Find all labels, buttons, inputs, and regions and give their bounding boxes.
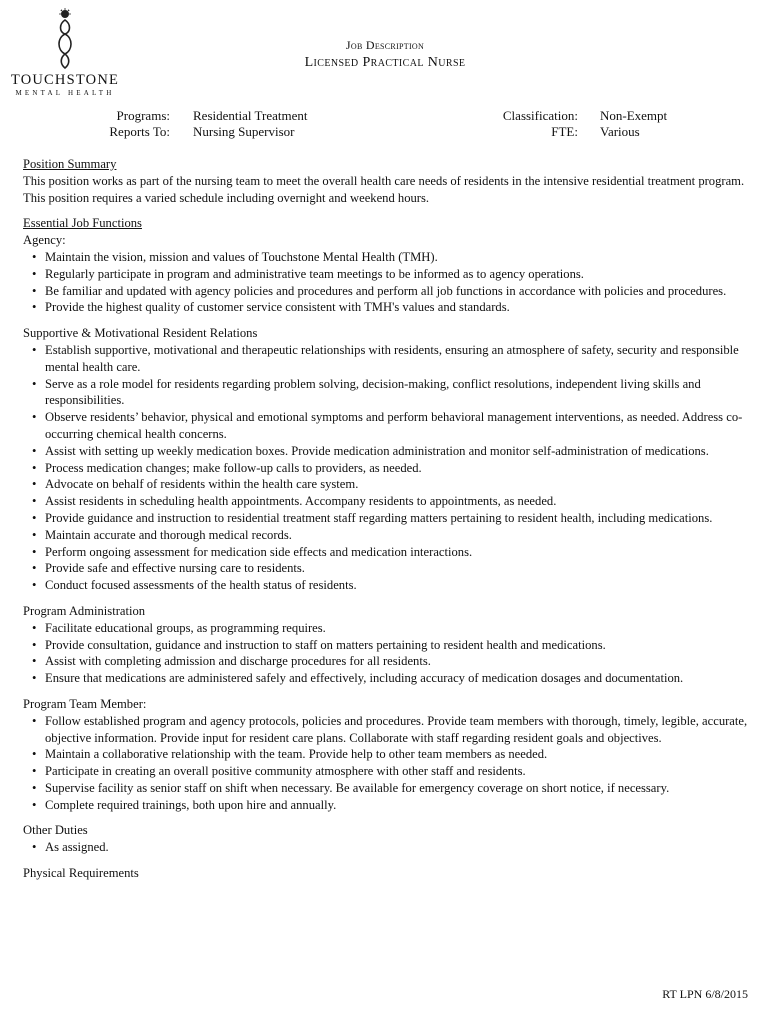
meta-values-left: [193, 108, 307, 140]
document-body: [23, 156, 748, 882]
doc-title: Licensed Practical Nurse: [304, 55, 466, 70]
list-item: • Process medication changes; make follow-up calls to providers, as needed.: [45, 460, 748, 477]
meta-labels-left: [60, 108, 170, 140]
list-item: • Assist with setting up weekly medication boxes. Provide medication administration and monitor self-administration of medications.: [45, 443, 748, 460]
list-item: • Maintain accurate and thorough medical records.: [45, 527, 748, 544]
list-item: • Establish supportive, motivational and therapeutic relationships with residents, ensuring an atmosphere of safety, security and responsible mental health care.: [45, 342, 748, 376]
list-item: • Assist residents in scheduling health appointments. Accompany residents to appointments, as needed.: [45, 493, 748, 510]
list-item: • Follow established program and agency protocols, policies and procedures. Provide team members with thorough, timely, legible, accurate, objective information. Provide input for resident care plans. Collaborate with staff regarding resident goals and objectives.: [45, 713, 748, 747]
reports-value: Nursing Supervisor: [193, 124, 295, 139]
list-item: • Provide the highest quality of customer service consistent with TMH's values and standards.: [45, 299, 748, 316]
list-item: • Supervise facility as senior staff on shift when necessary. Be available for emergency coverage on short notice, if necessary.: [45, 780, 748, 797]
physical-heading: Physical Requirements: [23, 866, 139, 881]
position-summary-section: [23, 156, 748, 206]
list-item: • Complete required trainings, both upon hire and annually.: [45, 797, 748, 814]
document-code: RT LPN 6/8/2015: [662, 987, 748, 1001]
agency-heading: Agency:: [23, 233, 66, 248]
meta-values-right: [600, 108, 667, 140]
list-item: • Facilitate educational groups, as programming requires.: [45, 620, 748, 637]
supportive-heading: Supportive & Motivational Resident Relations: [23, 326, 258, 341]
program-admin-list: [23, 620, 748, 687]
supportive-section: [23, 325, 748, 594]
reports-label: Reports To:: [109, 124, 170, 139]
list-item: • Observe residents’ behavior, physical and emotional symptoms and perform behavioral management interventions, as needed. Address co-occurring chemical health concerns.: [45, 409, 748, 443]
fte-value: Various: [600, 124, 640, 139]
fte-label: FTE:: [551, 124, 578, 139]
team-heading: Program Team Member:: [23, 696, 147, 711]
programs-label: Programs:: [116, 108, 170, 123]
list-item: • Provide consultation, guidance and instruction to staff on matters pertaining to resident health and medications.: [45, 637, 748, 654]
doc-type: Job Description: [345, 38, 425, 52]
list-item: • Perform ongoing assessment for medication side effects and medication interactions.: [45, 544, 748, 561]
agency-list: [23, 249, 748, 316]
team-section: [23, 696, 748, 814]
list-item: • Regularly participate in program and administrative team meetings to be informed as to agency operations.: [45, 266, 748, 283]
list-item: • Participate in creating an overall positive community atmosphere with other staff and residents.: [45, 763, 748, 780]
list-item: • Serve as a role model for residents regarding problem solving, decision-making, conflict resolutions, independent living skills and responsibilities.: [45, 376, 748, 410]
program-admin-section: [23, 603, 748, 687]
list-item: • Maintain a collaborative relationship with the team. Provide help to other team members as needed.: [45, 746, 748, 763]
list-item: • Conduct focused assessments of the health status of residents.: [45, 577, 748, 594]
other-duties-list: [23, 839, 748, 856]
list-item: • Provide guidance and instruction to residential treatment staff regarding matters pertaining to resident health, including medications.: [45, 510, 748, 527]
essential-functions-section: [23, 215, 748, 316]
list-item: • Assist with completing admission and discharge procedures for all residents.: [45, 653, 748, 670]
supportive-list: [23, 342, 748, 594]
org-subname: MENTAL HEALTH: [15, 89, 115, 97]
list-item: • Advocate on behalf of residents within the health care system.: [45, 476, 748, 493]
list-item: • Maintain the vision, mission and values of Touchstone Mental Health (TMH).: [45, 249, 748, 266]
list-item: • Be familiar and updated with agency policies and procedures and perform all job functions in accordance with policies and procedures.: [45, 283, 748, 300]
other-duties-section: [23, 822, 748, 856]
classification-value: Non-Exempt: [600, 108, 668, 123]
other-duties-heading: Other Duties: [23, 823, 88, 838]
classification-label: Classification:: [502, 108, 578, 123]
position-summary-heading: Position Summary: [23, 157, 117, 171]
team-list: [23, 713, 748, 814]
org-name: TOUCHSTONE: [10, 72, 120, 88]
programs-value: Residential Treatment: [193, 108, 308, 123]
list-item: • Provide safe and effective nursing care to residents.: [45, 560, 748, 577]
list-item: • As assigned.: [45, 839, 748, 856]
essential-functions-heading: Essential Job Functions: [23, 216, 142, 231]
list-item: • Ensure that medications are administered safely and effectively, including accuracy of medication dosages and documentation.: [45, 670, 748, 687]
program-admin-heading: Program Administration: [23, 603, 146, 618]
physical-section: [23, 865, 748, 882]
position-summary-text: This position works as part of the nursing team to meet the overall health care needs of residents in the intensive residential treatment program. This position requires a varied schedule including overnight and weekend hours.: [23, 173, 745, 205]
meta-labels-right: [470, 108, 578, 140]
